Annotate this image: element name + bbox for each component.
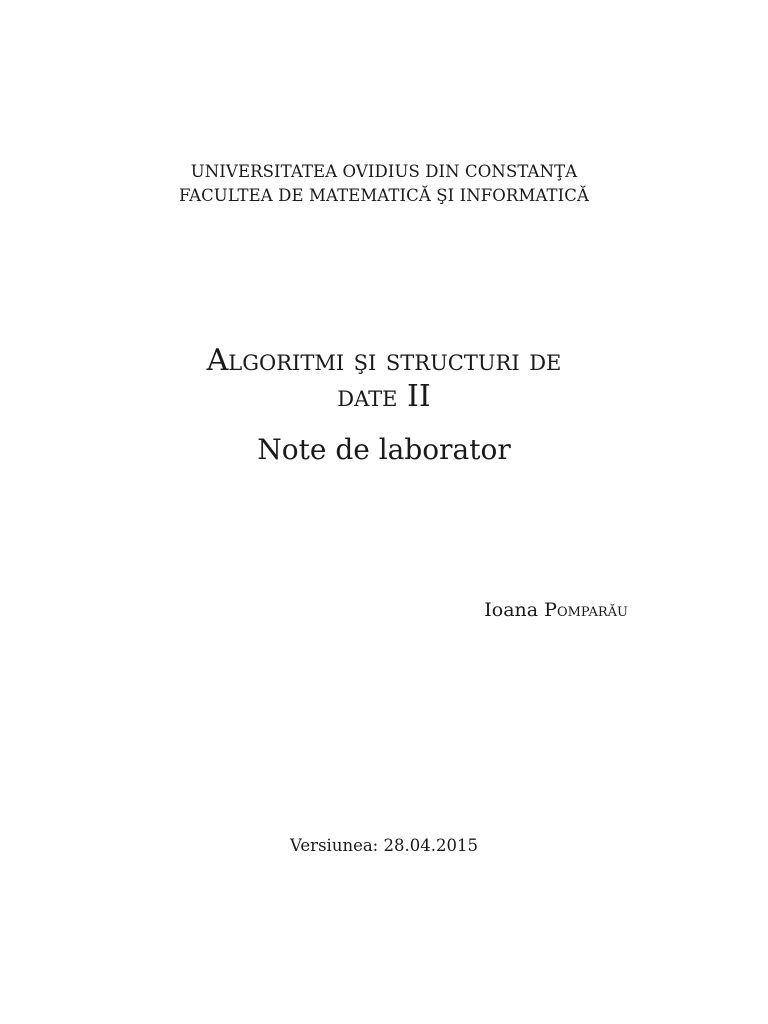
faculty-name: FACULTEA DE MATEMATICĂ ŞI INFORMATICĂ — [178, 186, 590, 205]
document-subtitle: Note de laborator — [257, 433, 511, 466]
title-line-1: Algoritmi şi structuri de — [206, 343, 562, 378]
version-date: 28.04.2015 — [383, 836, 478, 855]
author-first-name: Ioana — [484, 599, 539, 621]
institution-header — [0, 160, 768, 208]
author — [484, 596, 628, 624]
university-name: UNIVERSITATEA OVIDIUS DIN CONSTANŢA — [190, 162, 578, 181]
title-line-2: date II — [337, 379, 431, 414]
version-label: Versiunea: — [290, 836, 379, 855]
version-info — [0, 834, 768, 858]
document-title — [0, 343, 768, 415]
author-last-name: Pomparău — [544, 599, 628, 621]
